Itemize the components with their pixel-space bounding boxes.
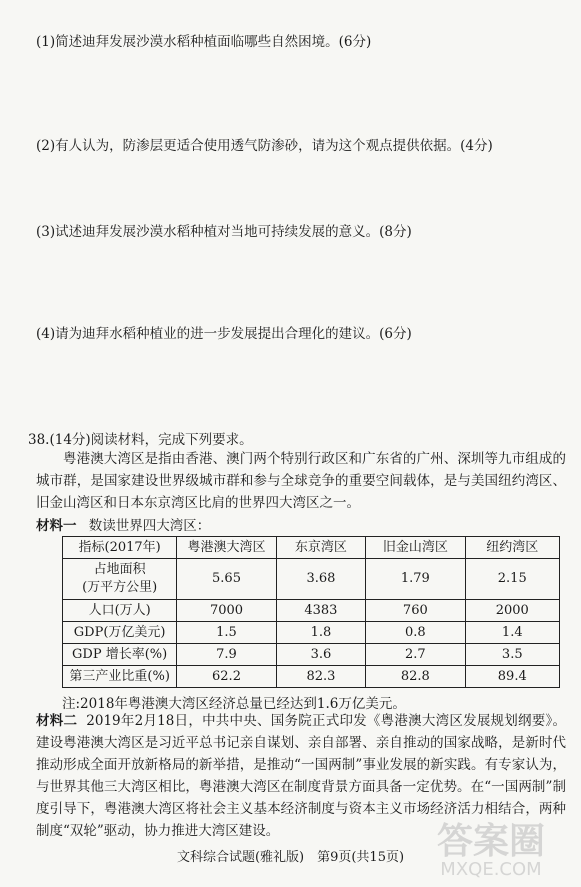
question-2: (2)有人认为，防渗层更适合使用透气防渗砂，请为这个观点提供依据。(4分)	[36, 138, 493, 154]
table-header: 指标(2017年)	[63, 537, 177, 559]
row-label-line: (万平方公里)	[82, 580, 158, 595]
table-cell: 2.15	[465, 559, 559, 600]
material-2-label: 材料二	[36, 713, 78, 729]
table-cell: 2.7	[366, 644, 465, 666]
question-1: (1)简述迪拜发展沙漠水稻种植面临哪些自然困境。(6分)	[36, 34, 372, 50]
table-cell: 3.6	[276, 644, 365, 666]
table-row	[63, 600, 560, 622]
question-38-header: 38.(14分)阅读材料，完成下列要求。	[28, 432, 253, 448]
table-cell: 4383	[276, 600, 365, 622]
bay-area-table	[62, 536, 560, 688]
table-cell: 82.3	[276, 666, 365, 688]
page-footer: 文科综合试题(雅礼版) 第9页(共15页)	[176, 850, 405, 865]
table-row	[63, 559, 560, 600]
table-row	[63, 666, 560, 688]
table-cell: 62.2	[177, 666, 276, 688]
table-note: 注:2018年粤港澳大湾区经济总量已经达到1.6万亿美元。	[62, 696, 406, 712]
watermark-sub: MXQE.COM	[440, 859, 542, 880]
table-cell: 1.79	[366, 559, 465, 600]
material-1-heading	[36, 514, 210, 534]
watermark-text: 答案圈	[436, 821, 546, 862]
material-1-caption: 数读世界四大湾区：	[88, 518, 211, 534]
table-cell: 1.4	[465, 622, 559, 644]
table-cell: 2000	[465, 600, 559, 622]
row-label: 人口(万人)	[63, 600, 177, 622]
table-cell: 760	[366, 600, 465, 622]
table-header: 东京湾区	[276, 537, 365, 559]
table-cell: 82.8	[366, 666, 465, 688]
table-row	[63, 644, 560, 666]
row-label: 第三产业比重(%)	[63, 666, 177, 688]
table-cell: 3.5	[465, 644, 559, 666]
question-4: (4)请为迪拜水稻种植业的进一步发展提出合理化的建议。(6分)	[36, 326, 412, 342]
table-cell: 7.9	[177, 644, 276, 666]
table-cell: 5.65	[177, 559, 276, 600]
material-2-text: 2019年2月18日，中共中央、国务院正式印发《粤港澳大湾区发展规划纲要》。建设粤港澳大湾区是习近平总书记亲自谋划、亲自部署、亲自推动的国家战略，是新时代推动形成全面开放新格局的新举措，是推动“一国两制”事业发展的新实践。有专家认为，与世界其他三大湾区相比，粤港澳大湾区在制度背景方面具备一定优势。在“一国两制”制度引导下，粤港澳大湾区将社会主义基本经济制度与资本主义市场经济活力相结合，两种制度“双轮”驱动，协力推进大湾区建设。	[36, 713, 566, 839]
row-label-line: 占地面积	[93, 562, 146, 577]
table-cell: 1.8	[276, 622, 365, 644]
table-header: 旧金山湾区	[366, 537, 465, 559]
table-header-row	[63, 537, 560, 559]
watermark-logo	[411, 811, 571, 881]
table-header: 粤港澳大湾区	[177, 537, 276, 559]
q38-intro: 粤港澳大湾区是指由香港、澳门两个特别行政区和广东省的广州、深圳等九市组成的城市群，是国家建设世界级城市群和参与全球竞争的重要空间载体，是与美国纽约湾区、旧金山湾区和日本东京湾区比肩的世界四大湾区之一。	[36, 451, 566, 511]
material-1-label: 材料一	[36, 518, 77, 534]
table-cell: 89.4	[465, 666, 559, 688]
row-label: GDP(万亿美元)	[63, 622, 177, 644]
row-label: GDP 增长率(%)	[63, 644, 177, 666]
table-header: 纽约湾区	[465, 537, 559, 559]
table-row	[63, 622, 560, 644]
table-cell: 1.5	[177, 622, 276, 644]
question-3: (3)试述迪拜发展沙漠水稻种植对当地可持续发展的意义。(8分)	[36, 224, 412, 240]
table-cell: 7000	[177, 600, 276, 622]
table-cell: 3.68	[276, 559, 365, 600]
table-cell: 0.8	[366, 622, 465, 644]
row-label	[63, 559, 177, 600]
